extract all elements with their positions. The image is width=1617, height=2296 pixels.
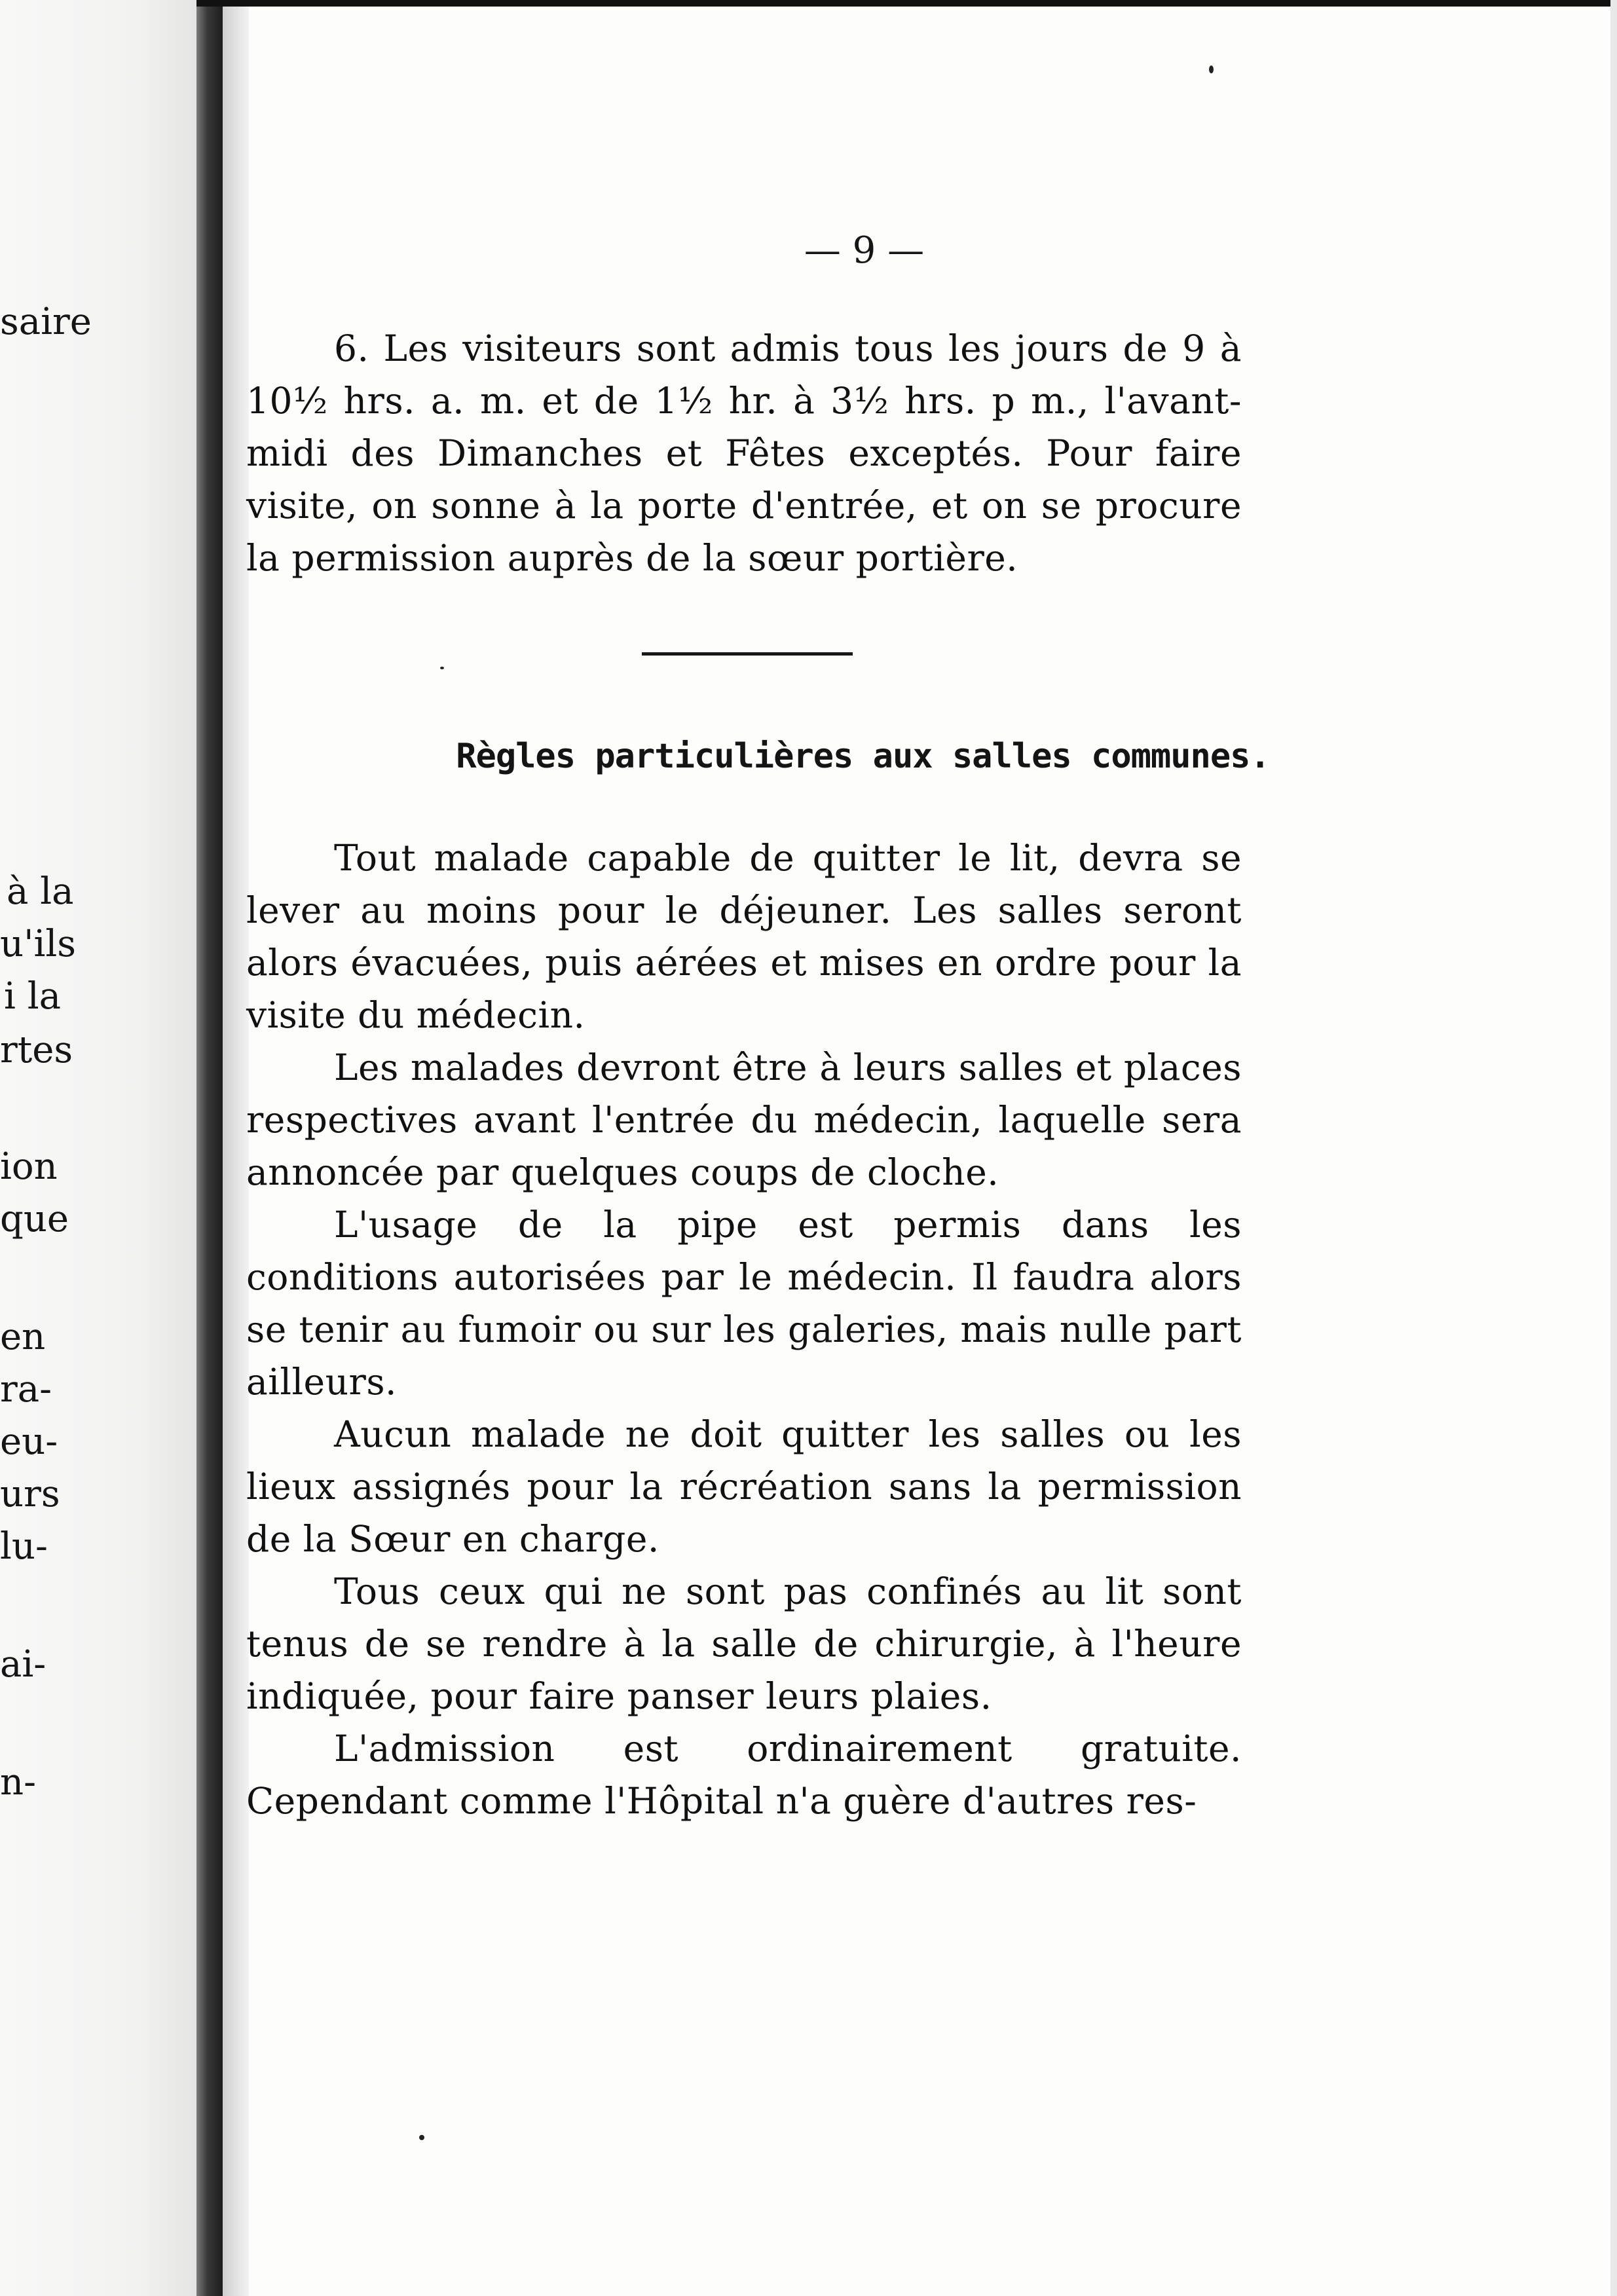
fragment-line: u'ils	[0, 923, 77, 965]
book-gutter	[196, 0, 223, 2296]
scan-top-edge	[196, 0, 1617, 7]
paragraph: Les malades devront être à leurs salles et places respectives avant l'entrée du médecin, laquelle sera annoncée par quelques coups de cloche.	[246, 1046, 1242, 1193]
speck	[1209, 65, 1214, 73]
fragment-line: i la	[4, 975, 62, 1018]
paragraph: Aucun malade ne doit quitter les salles ou les lieux assignés pour la récréation sans la permission de la Sœur en charge.	[246, 1413, 1242, 1560]
paragraph: L'usage de la pipe est permis dans les conditions autorisées par le médecin. Il faudra alors se tenir au fumoir ou sur les galeries, mais nulle part ailleurs.	[246, 1204, 1242, 1403]
paragraph: L'admission est ordinairement gratuite. Cependant comme l'Hôpital n'a guère d'autres res-	[246, 1728, 1242, 1822]
speck	[440, 667, 444, 669]
page-number: — 9 —	[804, 229, 925, 272]
fragment-line: urs	[0, 1473, 60, 1515]
fragment-line: à la	[7, 870, 74, 913]
section-heading: Règles particulières aux salles communes.	[456, 737, 1270, 776]
body-text	[246, 832, 1242, 1827]
fragment-line: que	[0, 1198, 69, 1240]
fragment-line: saire	[0, 301, 92, 343]
paragraph: Tout malade capable de quitter le lit, devra se lever au moins pour le déjeuner. Les salles seront alors évacuées, puis aérées et mises en ordre pour la visite du médecin.	[246, 837, 1242, 1036]
fragment-line: ra-	[0, 1368, 52, 1411]
speck	[419, 2135, 424, 2140]
fragment-line: n-	[0, 1761, 36, 1804]
section-separator-rule	[642, 652, 853, 656]
article-6-block	[246, 322, 1242, 584]
fragment-line: ai-	[0, 1643, 46, 1686]
facing-page-text-fragments	[0, 0, 196, 2296]
fragment-line: rtes	[0, 1029, 73, 1071]
fragment-line: eu-	[0, 1420, 58, 1463]
fragment-line: en	[0, 1316, 46, 1358]
article-6-paragraph: 6. Les visiteurs sont admis tous les jours de 9 à 10½ hrs. a. m. et de 1½ hr. à 3½ hrs. p m., l'avant-midi des Dimanches et Fêtes exceptés. Pour faire visite, on sonne à la porte d'entrée, et on se procure la permission auprès de la sœur portière.	[246, 327, 1242, 579]
fragment-line: lu-	[0, 1525, 48, 1568]
gutter-shadow	[223, 0, 249, 2296]
scan-right-edge	[1610, 0, 1617, 2296]
fragment-line: ion	[0, 1145, 58, 1188]
paragraph: Tous ceux qui ne sont pas confinés au lit sont tenus de se rendre à la salle de chirurgie, à l'heure indiquée, pour faire panser leurs plaies.	[246, 1570, 1242, 1717]
